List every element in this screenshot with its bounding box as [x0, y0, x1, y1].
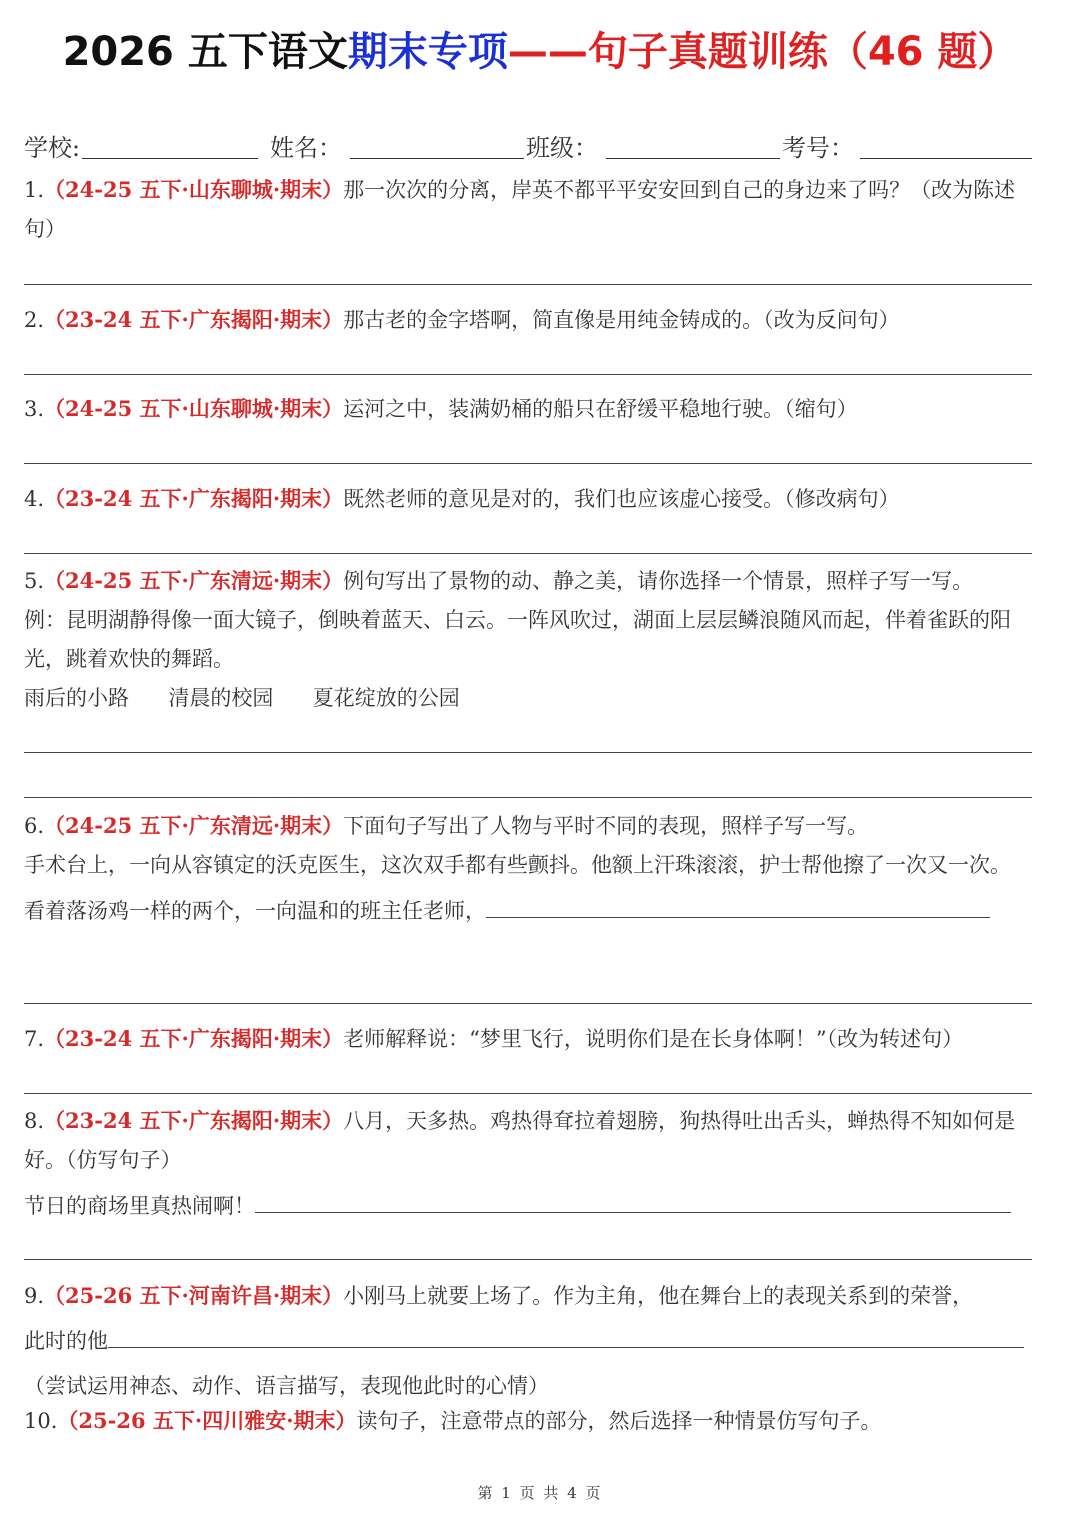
- question-4: [24, 479, 1032, 519]
- answer-line[interactable]: [24, 553, 1032, 554]
- question-text: 下面句子写出了人物与平时不同的表现，照样子写一写。: [343, 814, 869, 838]
- class-field[interactable]: [606, 158, 780, 159]
- question-number: 8.: [24, 1109, 45, 1133]
- question-number: 6.: [24, 814, 45, 838]
- scene-option: 清晨的校园: [168, 686, 274, 710]
- page-number: 第 1 页 共 4 页: [477, 1484, 603, 1502]
- exam-no-label: 考号：: [782, 134, 854, 162]
- fill-prompt: 节日的商场里真热闹啊！: [24, 1194, 255, 1218]
- answer-line[interactable]: [24, 374, 1032, 375]
- question-text: 小刚马上就要上场了。作为主角，他在舞台上的表现关系到的荣誉，: [343, 1284, 974, 1308]
- answer-line[interactable]: [24, 284, 1032, 285]
- question-text: 读句子，注意带点的部分，然后选择一种情景仿写句子。: [356, 1409, 882, 1433]
- question-source: （23-24 五下·广东揭阳·期末）: [44, 307, 344, 332]
- question-8: [24, 1101, 1032, 1226]
- title-part-3: ——句子真题训练（46 题）: [507, 29, 1018, 75]
- fill-prompt: 此时的他: [24, 1329, 108, 1353]
- example-sentence: 手术台上，一向从容镇定的沃克医生，这次双手都有些颤抖。他额上汗珠滚滚，护士帮他擦了一次又一次。: [24, 853, 1011, 877]
- example-sentence: 例：昆明湖静得像一面大镜子，倒映着蓝天、白云。一阵风吹过，湖面上层层鳞浪随风而起，伴着雀跃的阳光，跳着欢快的舞蹈。: [24, 608, 1011, 671]
- question-number: 1.: [24, 178, 45, 202]
- question-text: 既然老师的意见是对的，我们也应该虚心接受。（修改病句）: [343, 487, 900, 511]
- question-text: 八月，天多热。鸡热得耷拉着翅膀，狗热得吐出舌头，蝉热得不知如何是好。（仿写句子）: [24, 1109, 1016, 1172]
- question-number: 7.: [24, 1027, 45, 1051]
- question-1: [24, 170, 1032, 249]
- question-text: 老师解释说：“梦里飞行，说明你们是在长身体啊！”（改为转述句）: [343, 1027, 964, 1051]
- answer-line[interactable]: [24, 797, 1032, 798]
- fill-prompt: 看着落汤鸡一样的两个，一向温和的班主任老师，: [24, 899, 486, 923]
- answer-line[interactable]: [24, 1093, 1032, 1094]
- name-label: 姓名：: [270, 134, 342, 162]
- question-9: [24, 1276, 1032, 1406]
- question-number: 9.: [24, 1284, 45, 1308]
- question-number: 2.: [24, 308, 45, 332]
- scene-option: 雨后的小路: [24, 686, 129, 710]
- class-label: 班级：: [526, 134, 598, 162]
- question-number: 5.: [24, 569, 45, 593]
- inline-answer-line[interactable]: [486, 892, 990, 918]
- title-part-1: 2026 五下语文: [62, 29, 348, 75]
- question-source: （23-24 五下·广东揭阳·期末）: [44, 1026, 344, 1051]
- question-6: [24, 806, 1032, 931]
- page-title: [0, 26, 1080, 78]
- question-number: 4.: [24, 487, 45, 511]
- question-source: （24-25 五下·山东聊城·期末）: [44, 396, 344, 421]
- question-7: [24, 1019, 1032, 1059]
- question-source: （23-24 五下·广东揭阳·期末）: [44, 1108, 344, 1133]
- question-text: 运河之中，装满奶桶的船只在舒缓平稳地行驶。（缩句）: [343, 397, 858, 421]
- school-field[interactable]: [82, 158, 258, 159]
- answer-line[interactable]: [24, 1003, 1032, 1004]
- school-label: 学校:: [24, 134, 81, 162]
- writing-hint: （尝试运用神态、动作、语言描写，表现他此时的心情）: [24, 1374, 549, 1398]
- question-3: [24, 389, 1032, 429]
- question-source: （25-26 五下·河南许昌·期末）: [44, 1283, 344, 1308]
- title-part-2: 期末专项: [347, 29, 508, 75]
- question-source: （25-26 五下·四川雅安·期末）: [57, 1408, 357, 1433]
- scene-options: [24, 679, 1032, 718]
- question-source: （24-25 五下·山东聊城·期末）: [44, 177, 344, 202]
- answer-line[interactable]: [24, 752, 1032, 753]
- name-field[interactable]: [350, 158, 524, 159]
- answer-line[interactable]: [24, 1259, 1032, 1260]
- answer-line[interactable]: [24, 463, 1032, 464]
- inline-answer-line[interactable]: [255, 1187, 1011, 1213]
- question-source: （23-24 五下·广东揭阳·期末）: [44, 486, 344, 511]
- question-5: [24, 561, 1032, 718]
- scene-option: 夏花绽放的公园: [312, 686, 460, 710]
- student-info-row: [24, 128, 1032, 162]
- exam-no-field[interactable]: [860, 158, 1032, 159]
- question-source: （24-25 五下·广东清远·期末）: [44, 813, 344, 838]
- inline-answer-line[interactable]: [108, 1322, 1024, 1348]
- question-text: 那古老的金字塔啊，简直像是用纯金铸成的。（改为反问句）: [343, 308, 900, 332]
- question-text: 那一次次的分离，岸英不都平平安安回到自己的身边来了吗？（改为陈述句）: [24, 178, 1016, 241]
- question-number: 10.: [24, 1409, 58, 1433]
- question-text: 例句写出了景物的动、静之美，请你选择一个情景，照样子写一写。: [343, 569, 974, 593]
- question-10: [24, 1401, 1032, 1441]
- question-source: （24-25 五下·广东清远·期末）: [44, 568, 344, 593]
- question-number: 3.: [24, 397, 45, 421]
- question-2: [24, 300, 1032, 340]
